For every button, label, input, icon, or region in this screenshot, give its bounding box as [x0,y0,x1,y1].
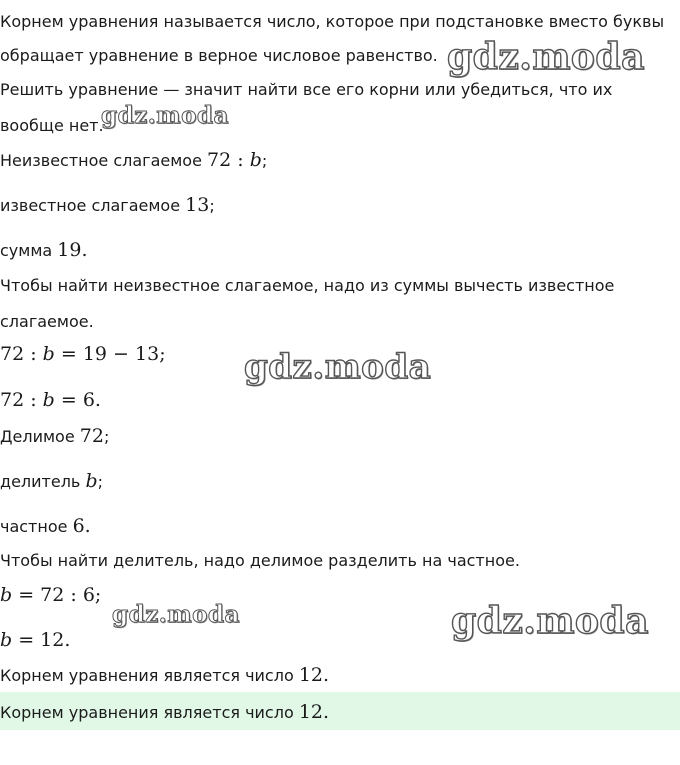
answer-box [0,692,680,730]
known-addend-line [0,195,215,216]
rule-line-1: Чтобы найти неизвестное слагаемое, надо из суммы вычесть известное [0,276,615,295]
dividend-value: 72 [79,425,104,447]
equation-3 [0,585,101,606]
unknown-addend-number: 72 : [207,149,250,171]
watermark-logo: gdz.moda [101,102,229,129]
quotient-end: . [84,515,91,537]
known-addend-end: ; [209,196,215,215]
dividend-line [0,426,109,447]
watermark-logo: gdz.moda [447,36,645,78]
definition-line-4: вообще нет. [0,116,104,135]
equation-3-right: = 72 : 6; [12,584,102,606]
divisor-label: делитель [0,472,86,491]
watermark-logo: gdz.moda [244,347,432,387]
unknown-addend-line [0,150,267,171]
answer-label: Корнем уравнения является число [0,703,299,722]
sum-end: . [81,239,88,261]
watermark-logo: gdz.moda [112,601,240,628]
unknown-addend-label: Неизвестное слагаемое [0,151,208,170]
divisor-rule-line: Чтобы найти делитель, надо делимое разделить на частное. [0,551,520,570]
rule-line-2: слагаемое. [0,312,94,331]
equation-2-right: = 6. [54,389,101,411]
equation-2 [0,390,101,411]
unknown-addend-variable: b [249,149,262,171]
conclusion-label: Корнем уравнения является число [0,666,299,685]
equation-4-variable: b [0,629,13,651]
divisor-line [0,471,103,492]
conclusion-value: 12 [298,664,324,686]
watermark-logo: gdz.moda [451,600,649,642]
unknown-addend-end: ; [261,151,268,170]
equation-1 [0,344,166,365]
equation-2-variable: b [42,389,55,411]
definition-line-3: Решить уравнение — значит найти все его корни или убедиться, что их [0,80,613,99]
dividend-end: ; [103,427,110,446]
divisor-variable: b [85,470,98,492]
equation-4-right: = 12. [12,629,71,651]
answer-line [0,702,329,723]
equation-4 [0,630,70,651]
quotient-value: 6 [72,515,85,537]
answer-value: 12 [298,701,324,723]
equation-1-variable: b [42,343,55,365]
definition-line-2: обращает уравнение в верное числовое равенство. [0,46,438,65]
conclusion-end: . [323,664,330,686]
sum-label: сумма [0,241,58,260]
dividend-label: Делимое [0,427,80,446]
sum-value: 19 [57,239,82,261]
equation-2-left: 72 : [0,389,43,411]
answer-end: . [323,701,330,723]
divisor-end: ; [97,472,103,491]
sum-line [0,240,88,261]
quotient-label: частное [0,517,73,536]
equation-1-right: = 19 − 13; [54,343,166,365]
equation-3-variable: b [0,584,13,606]
known-addend-value: 13 [185,194,210,216]
equation-1-left: 72 : [0,343,43,365]
definition-line-1: Корнем уравнения называется число, которое при подстановке вместо буквы [0,12,665,31]
quotient-line [0,516,91,537]
known-addend-label: известное слагаемое [0,196,186,215]
conclusion-line [0,665,329,686]
